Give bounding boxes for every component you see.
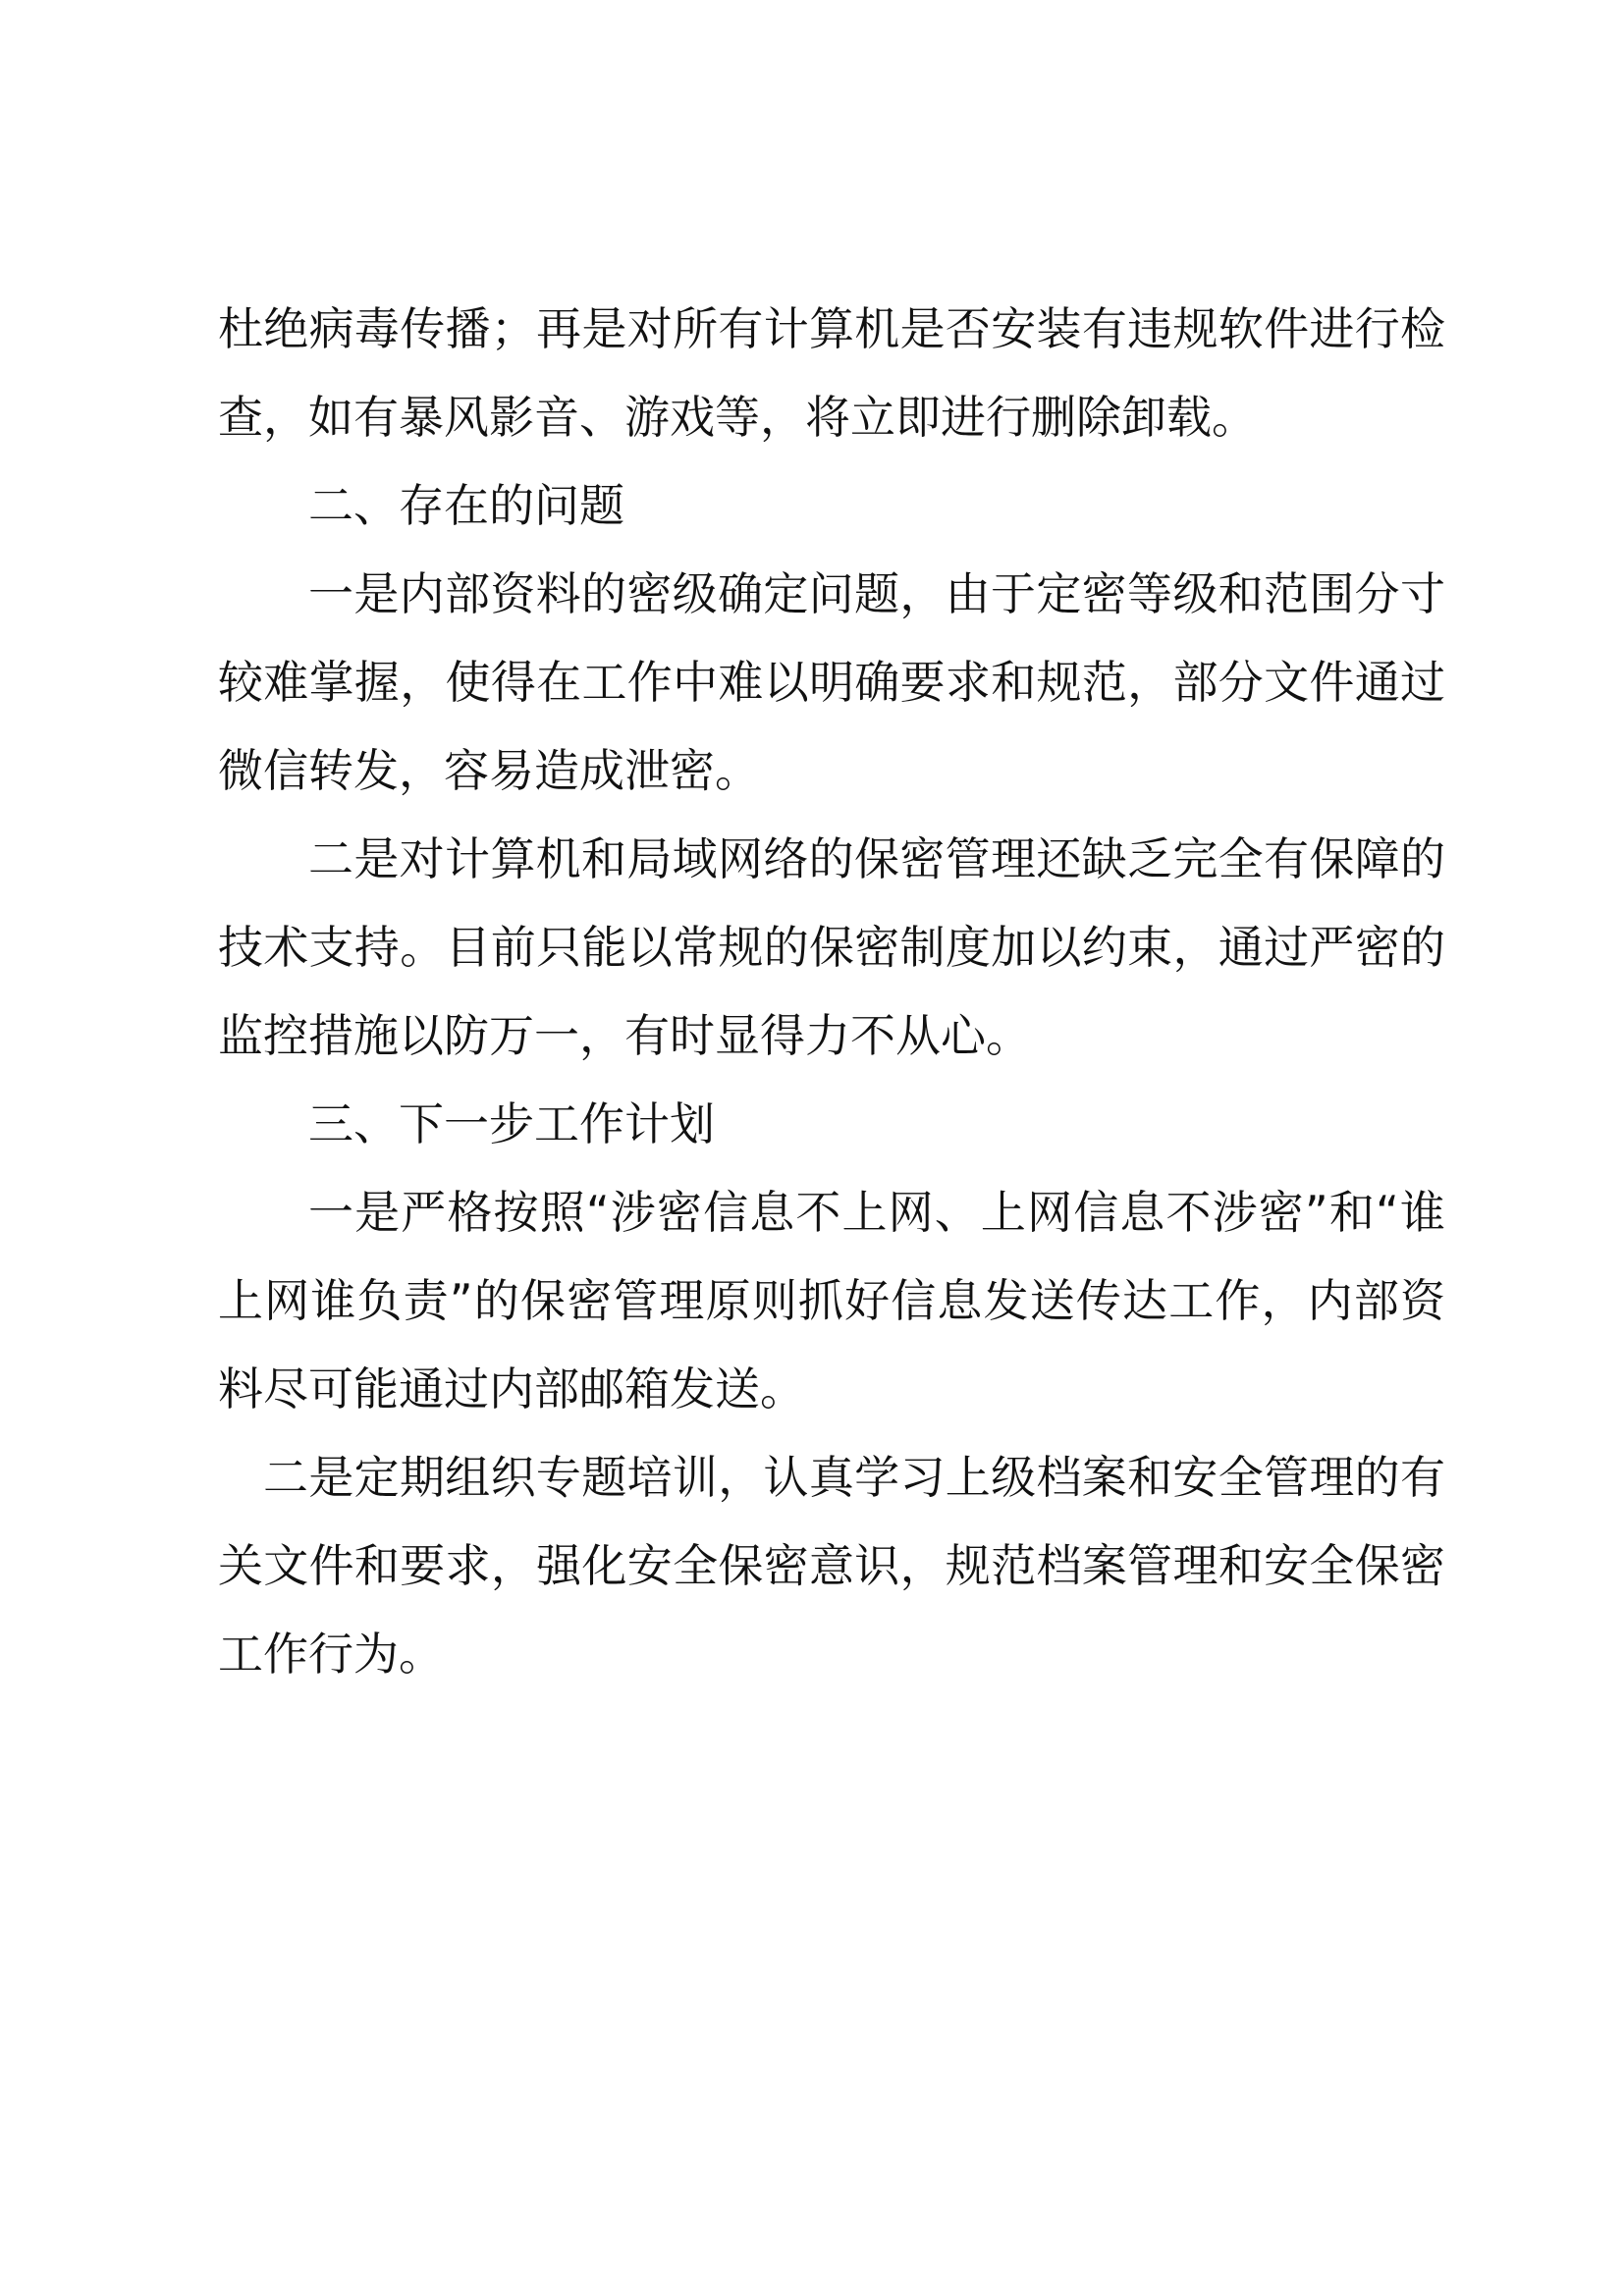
- paragraph-plan-2: 二是定期组织专题培训，认真学习上级档案和安全管理的有关文件和要求，强化安全保密意识，规范档案管理和安全保密工作行为。: [218, 1451, 1445, 1681]
- paragraph-continuation: 杜绝病毒传播；再是对所有计算机是否安装有违规软件进行检查，如有暴风影音、游戏等，将立即进行删除卸载。: [218, 302, 1445, 444]
- section-heading-next-steps: 三、下一步工作计划: [308, 1097, 715, 1150]
- paragraph-issue-2: 二是对计算机和局域网络的保密管理还缺乏完全有保障的技术支持。目前只能以常规的保密制度加以约束，通过严密的监控措施以防万一，有时显得力不从心。: [218, 832, 1445, 1062]
- section-heading-problems: 二、存在的问题: [308, 479, 624, 532]
- document-body: [218, 285, 1445, 1698]
- paragraph-plan-1: 一是严格按照“涉密信息不上网、上网信息不涉密”和“谁上网谁负责”的保密管理原则抓好信息发送传达工作，内部资料尽可能通过内部邮箱发送。: [218, 1186, 1445, 1415]
- paragraph-issue-1: 一是内部资料的密级确定问题，由于定密等级和范围分寸较难掌握，使得在工作中难以明确要求和规范，部分文件通过微信转发，容易造成泄密。: [218, 567, 1445, 797]
